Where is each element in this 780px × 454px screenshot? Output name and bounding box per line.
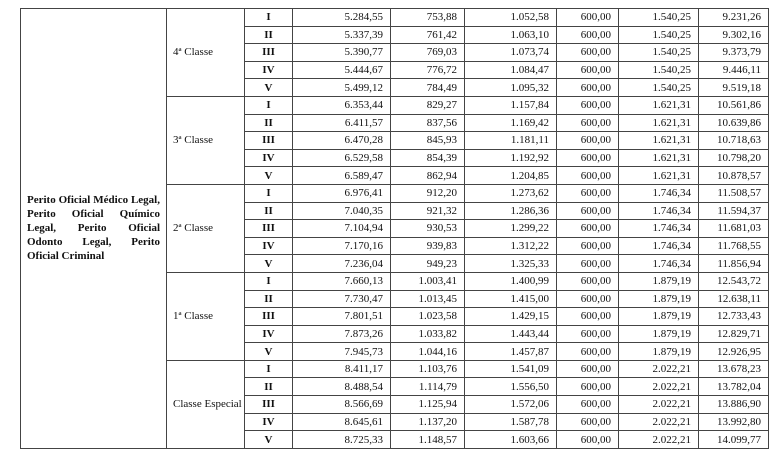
value-cell: 1.746,34: [619, 255, 699, 273]
level-cell: V: [245, 167, 293, 185]
value-cell: 600,00: [557, 360, 619, 378]
value-cell: 1.013,45: [391, 290, 465, 308]
value-cell: 1.621,31: [619, 167, 699, 185]
value-cell: 7.801,51: [293, 308, 391, 326]
value-cell: 1.587,78: [465, 413, 557, 431]
level-cell: IV: [245, 237, 293, 255]
value-cell: 600,00: [557, 96, 619, 114]
value-cell: 600,00: [557, 237, 619, 255]
value-cell: 2.022,21: [619, 431, 699, 449]
value-cell: 1.443,44: [465, 325, 557, 343]
value-cell: 1.621,31: [619, 114, 699, 132]
class-label: Classe Especial: [167, 360, 245, 448]
value-cell: 1.746,34: [619, 220, 699, 238]
value-cell: 1.540,25: [619, 79, 699, 97]
value-cell: 2.022,21: [619, 378, 699, 396]
value-cell: 11.508,57: [699, 184, 769, 202]
level-cell: IV: [245, 413, 293, 431]
value-cell: 11.768,55: [699, 237, 769, 255]
level-cell: II: [245, 114, 293, 132]
value-cell: 6.976,41: [293, 184, 391, 202]
value-cell: 1.125,94: [391, 396, 465, 414]
level-cell: I: [245, 96, 293, 114]
class-label: 3ª Classe: [167, 96, 245, 184]
salary-table: [20, 8, 769, 449]
value-cell: 9.446,11: [699, 61, 769, 79]
value-cell: 7.873,26: [293, 325, 391, 343]
value-cell: 921,32: [391, 202, 465, 220]
value-cell: 1.621,31: [619, 96, 699, 114]
value-cell: 1.299,22: [465, 220, 557, 238]
value-cell: 1.429,15: [465, 308, 557, 326]
value-cell: 949,23: [391, 255, 465, 273]
value-cell: 7.945,73: [293, 343, 391, 361]
value-cell: 5.499,12: [293, 79, 391, 97]
value-cell: 1.073,74: [465, 44, 557, 62]
value-cell: 1.114,79: [391, 378, 465, 396]
value-cell: 600,00: [557, 378, 619, 396]
value-cell: 11.856,94: [699, 255, 769, 273]
value-cell: 600,00: [557, 79, 619, 97]
level-cell: V: [245, 79, 293, 97]
value-cell: 600,00: [557, 343, 619, 361]
value-cell: 1.325,33: [465, 255, 557, 273]
value-cell: 600,00: [557, 220, 619, 238]
value-cell: 9.231,26: [699, 9, 769, 27]
value-cell: 600,00: [557, 272, 619, 290]
value-cell: 1.415,00: [465, 290, 557, 308]
value-cell: 12.733,43: [699, 308, 769, 326]
value-cell: 600,00: [557, 413, 619, 431]
value-cell: 1.148,57: [391, 431, 465, 449]
value-cell: 1.273,62: [465, 184, 557, 202]
value-cell: 1.457,87: [465, 343, 557, 361]
value-cell: 1.879,19: [619, 343, 699, 361]
class-label: 2ª Classe: [167, 184, 245, 272]
value-cell: 600,00: [557, 114, 619, 132]
value-cell: 6.411,57: [293, 114, 391, 132]
value-cell: 600,00: [557, 149, 619, 167]
value-cell: 14.099,77: [699, 431, 769, 449]
value-cell: 5.444,67: [293, 61, 391, 79]
value-cell: 1.063,10: [465, 26, 557, 44]
value-cell: 600,00: [557, 202, 619, 220]
level-cell: V: [245, 255, 293, 273]
value-cell: 7.104,94: [293, 220, 391, 238]
value-cell: 7.040,35: [293, 202, 391, 220]
value-cell: 2.022,21: [619, 360, 699, 378]
value-cell: 1.003,41: [391, 272, 465, 290]
value-cell: 1.052,58: [465, 9, 557, 27]
value-cell: 1.603,66: [465, 431, 557, 449]
value-cell: 1.312,22: [465, 237, 557, 255]
value-cell: 1.541,09: [465, 360, 557, 378]
level-cell: III: [245, 220, 293, 238]
value-cell: 1.879,19: [619, 325, 699, 343]
value-cell: 9.373,79: [699, 44, 769, 62]
value-cell: 1.204,85: [465, 167, 557, 185]
value-cell: 600,00: [557, 290, 619, 308]
value-cell: 1.023,58: [391, 308, 465, 326]
value-cell: 1.192,92: [465, 149, 557, 167]
level-cell: IV: [245, 61, 293, 79]
level-cell: II: [245, 26, 293, 44]
value-cell: 862,94: [391, 167, 465, 185]
value-cell: 9.519,18: [699, 79, 769, 97]
value-cell: 1.540,25: [619, 61, 699, 79]
value-cell: 753,88: [391, 9, 465, 27]
level-cell: II: [245, 378, 293, 396]
value-cell: 13.886,90: [699, 396, 769, 414]
value-cell: 1.879,19: [619, 290, 699, 308]
value-cell: 7.660,13: [293, 272, 391, 290]
value-cell: 6.589,47: [293, 167, 391, 185]
value-cell: 8.725,33: [293, 431, 391, 449]
value-cell: 1.540,25: [619, 26, 699, 44]
value-cell: 600,00: [557, 325, 619, 343]
value-cell: 600,00: [557, 396, 619, 414]
value-cell: 12.543,72: [699, 272, 769, 290]
value-cell: 1.400,99: [465, 272, 557, 290]
value-cell: 8.566,69: [293, 396, 391, 414]
value-cell: 12.638,11: [699, 290, 769, 308]
salary-table-body: [21, 9, 769, 449]
value-cell: 854,39: [391, 149, 465, 167]
value-cell: 939,83: [391, 237, 465, 255]
value-cell: 600,00: [557, 255, 619, 273]
value-cell: 837,56: [391, 114, 465, 132]
class-label: 1ª Classe: [167, 272, 245, 360]
level-cell: III: [245, 44, 293, 62]
value-cell: 1.879,19: [619, 308, 699, 326]
value-cell: 7.170,16: [293, 237, 391, 255]
value-cell: 1.746,34: [619, 184, 699, 202]
value-cell: 2.022,21: [619, 396, 699, 414]
level-cell: I: [245, 9, 293, 27]
value-cell: 1.181,11: [465, 132, 557, 150]
value-cell: 8.488,54: [293, 378, 391, 396]
value-cell: 600,00: [557, 61, 619, 79]
value-cell: 1.103,76: [391, 360, 465, 378]
value-cell: 1.157,84: [465, 96, 557, 114]
value-cell: 11.594,37: [699, 202, 769, 220]
value-cell: 829,27: [391, 96, 465, 114]
value-cell: 10.718,63: [699, 132, 769, 150]
value-cell: 7.236,04: [293, 255, 391, 273]
level-cell: I: [245, 184, 293, 202]
value-cell: 1.879,19: [619, 272, 699, 290]
value-cell: 600,00: [557, 44, 619, 62]
level-cell: IV: [245, 325, 293, 343]
value-cell: 5.337,39: [293, 26, 391, 44]
value-cell: 1.621,31: [619, 132, 699, 150]
value-cell: 1.746,34: [619, 237, 699, 255]
value-cell: 1.044,16: [391, 343, 465, 361]
value-cell: 912,20: [391, 184, 465, 202]
value-cell: 9.302,16: [699, 26, 769, 44]
value-cell: 930,53: [391, 220, 465, 238]
value-cell: 1.746,34: [619, 202, 699, 220]
value-cell: 13.992,80: [699, 413, 769, 431]
value-cell: 600,00: [557, 431, 619, 449]
cargo-label: Perito Oficial Médico Legal, Perito Oficial Químico Legal, Perito Oficial Odonto Legal, Perito Oficial Criminal: [21, 9, 167, 449]
value-cell: 600,00: [557, 308, 619, 326]
level-cell: IV: [245, 149, 293, 167]
value-cell: 5.390,77: [293, 44, 391, 62]
value-cell: 845,93: [391, 132, 465, 150]
value-cell: 13.678,23: [699, 360, 769, 378]
value-cell: 12.829,71: [699, 325, 769, 343]
value-cell: 761,42: [391, 26, 465, 44]
value-cell: 6.353,44: [293, 96, 391, 114]
value-cell: 1.556,50: [465, 378, 557, 396]
value-cell: 1.540,25: [619, 9, 699, 27]
value-cell: 13.782,04: [699, 378, 769, 396]
level-cell: V: [245, 343, 293, 361]
value-cell: 6.529,58: [293, 149, 391, 167]
value-cell: 1.572,06: [465, 396, 557, 414]
value-cell: 600,00: [557, 26, 619, 44]
class-label: 4ª Classe: [167, 9, 245, 97]
value-cell: 6.470,28: [293, 132, 391, 150]
value-cell: 10.639,86: [699, 114, 769, 132]
value-cell: 776,72: [391, 61, 465, 79]
value-cell: 10.878,57: [699, 167, 769, 185]
value-cell: 769,03: [391, 44, 465, 62]
value-cell: 7.730,47: [293, 290, 391, 308]
table-row: [21, 9, 769, 27]
value-cell: 5.284,55: [293, 9, 391, 27]
value-cell: 600,00: [557, 9, 619, 27]
level-cell: I: [245, 272, 293, 290]
value-cell: 1.095,32: [465, 79, 557, 97]
value-cell: 2.022,21: [619, 413, 699, 431]
level-cell: I: [245, 360, 293, 378]
value-cell: 12.926,95: [699, 343, 769, 361]
level-cell: II: [245, 202, 293, 220]
value-cell: 1.621,31: [619, 149, 699, 167]
value-cell: 1.169,42: [465, 114, 557, 132]
value-cell: 1.033,82: [391, 325, 465, 343]
value-cell: 11.681,03: [699, 220, 769, 238]
level-cell: III: [245, 308, 293, 326]
level-cell: II: [245, 290, 293, 308]
level-cell: III: [245, 396, 293, 414]
value-cell: 1.286,36: [465, 202, 557, 220]
level-cell: III: [245, 132, 293, 150]
value-cell: 600,00: [557, 132, 619, 150]
value-cell: 10.798,20: [699, 149, 769, 167]
value-cell: 1.137,20: [391, 413, 465, 431]
value-cell: 10.561,86: [699, 96, 769, 114]
value-cell: 600,00: [557, 167, 619, 185]
value-cell: 8.645,61: [293, 413, 391, 431]
value-cell: 784,49: [391, 79, 465, 97]
value-cell: 8.411,17: [293, 360, 391, 378]
value-cell: 600,00: [557, 184, 619, 202]
value-cell: 1.084,47: [465, 61, 557, 79]
value-cell: 1.540,25: [619, 44, 699, 62]
level-cell: V: [245, 431, 293, 449]
